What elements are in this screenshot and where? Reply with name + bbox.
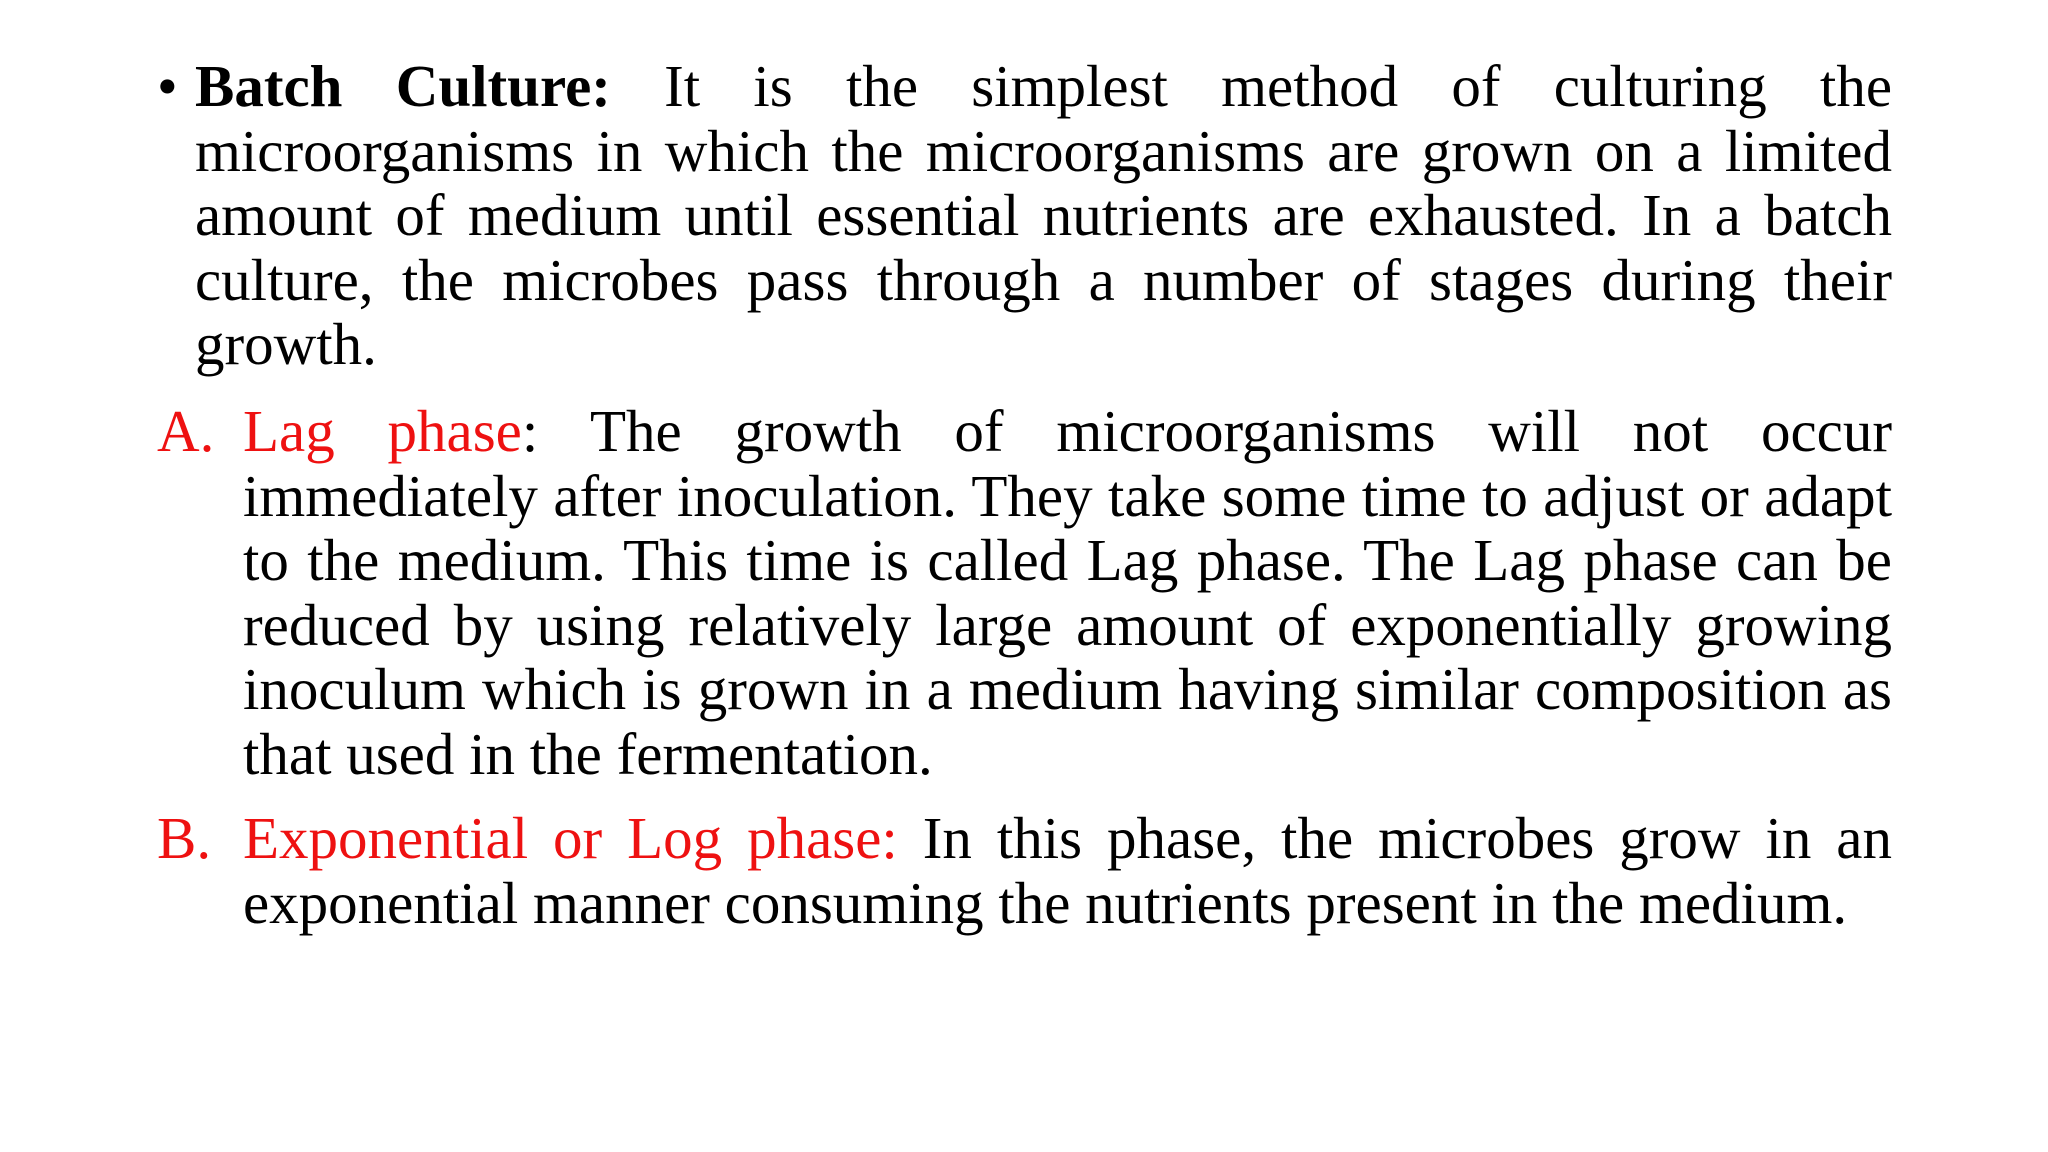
bullet-marker: •: [157, 53, 178, 119]
lag-phase-heading: Lag phase: [243, 398, 522, 464]
lag-phase-text: The growth of microorganisms will not occur immediately after inoculation. They take some time to adjust or adapt to the medium. This time is called Lag phase. The Lag phase can be reduced by using relatively large amount of exponentially growing inoculum which is grown in a medium having similar composition as that used in the fermentation.: [243, 398, 1893, 787]
log-phase-text: In this phase, the microbes grow in an exponential manner consuming the nutrients present in the medium.: [243, 805, 1892, 936]
batch-culture-body: [195, 54, 1892, 377]
batch-culture-paragraph: [157, 54, 1892, 377]
batch-culture-text: It is the simplest method of culturing the microorganisms in which the microorganisms are grown on a limited amount of medium until essential nutrients are exhausted. In a batch culture, the microbes pass through a number of stages during their growth.: [195, 53, 1893, 377]
log-phase-item: [157, 806, 1892, 935]
lag-phase-item: [157, 399, 1892, 786]
lag-phase-colon: :: [521, 398, 539, 464]
item-b-marker: B.: [157, 805, 212, 871]
log-phase-body: [243, 806, 1892, 935]
item-a-marker: A.: [157, 398, 215, 464]
log-phase-heading: Exponential or Log phase:: [243, 805, 898, 871]
lag-phase-body: [243, 399, 1892, 786]
batch-culture-heading: Batch Culture:: [195, 53, 611, 119]
